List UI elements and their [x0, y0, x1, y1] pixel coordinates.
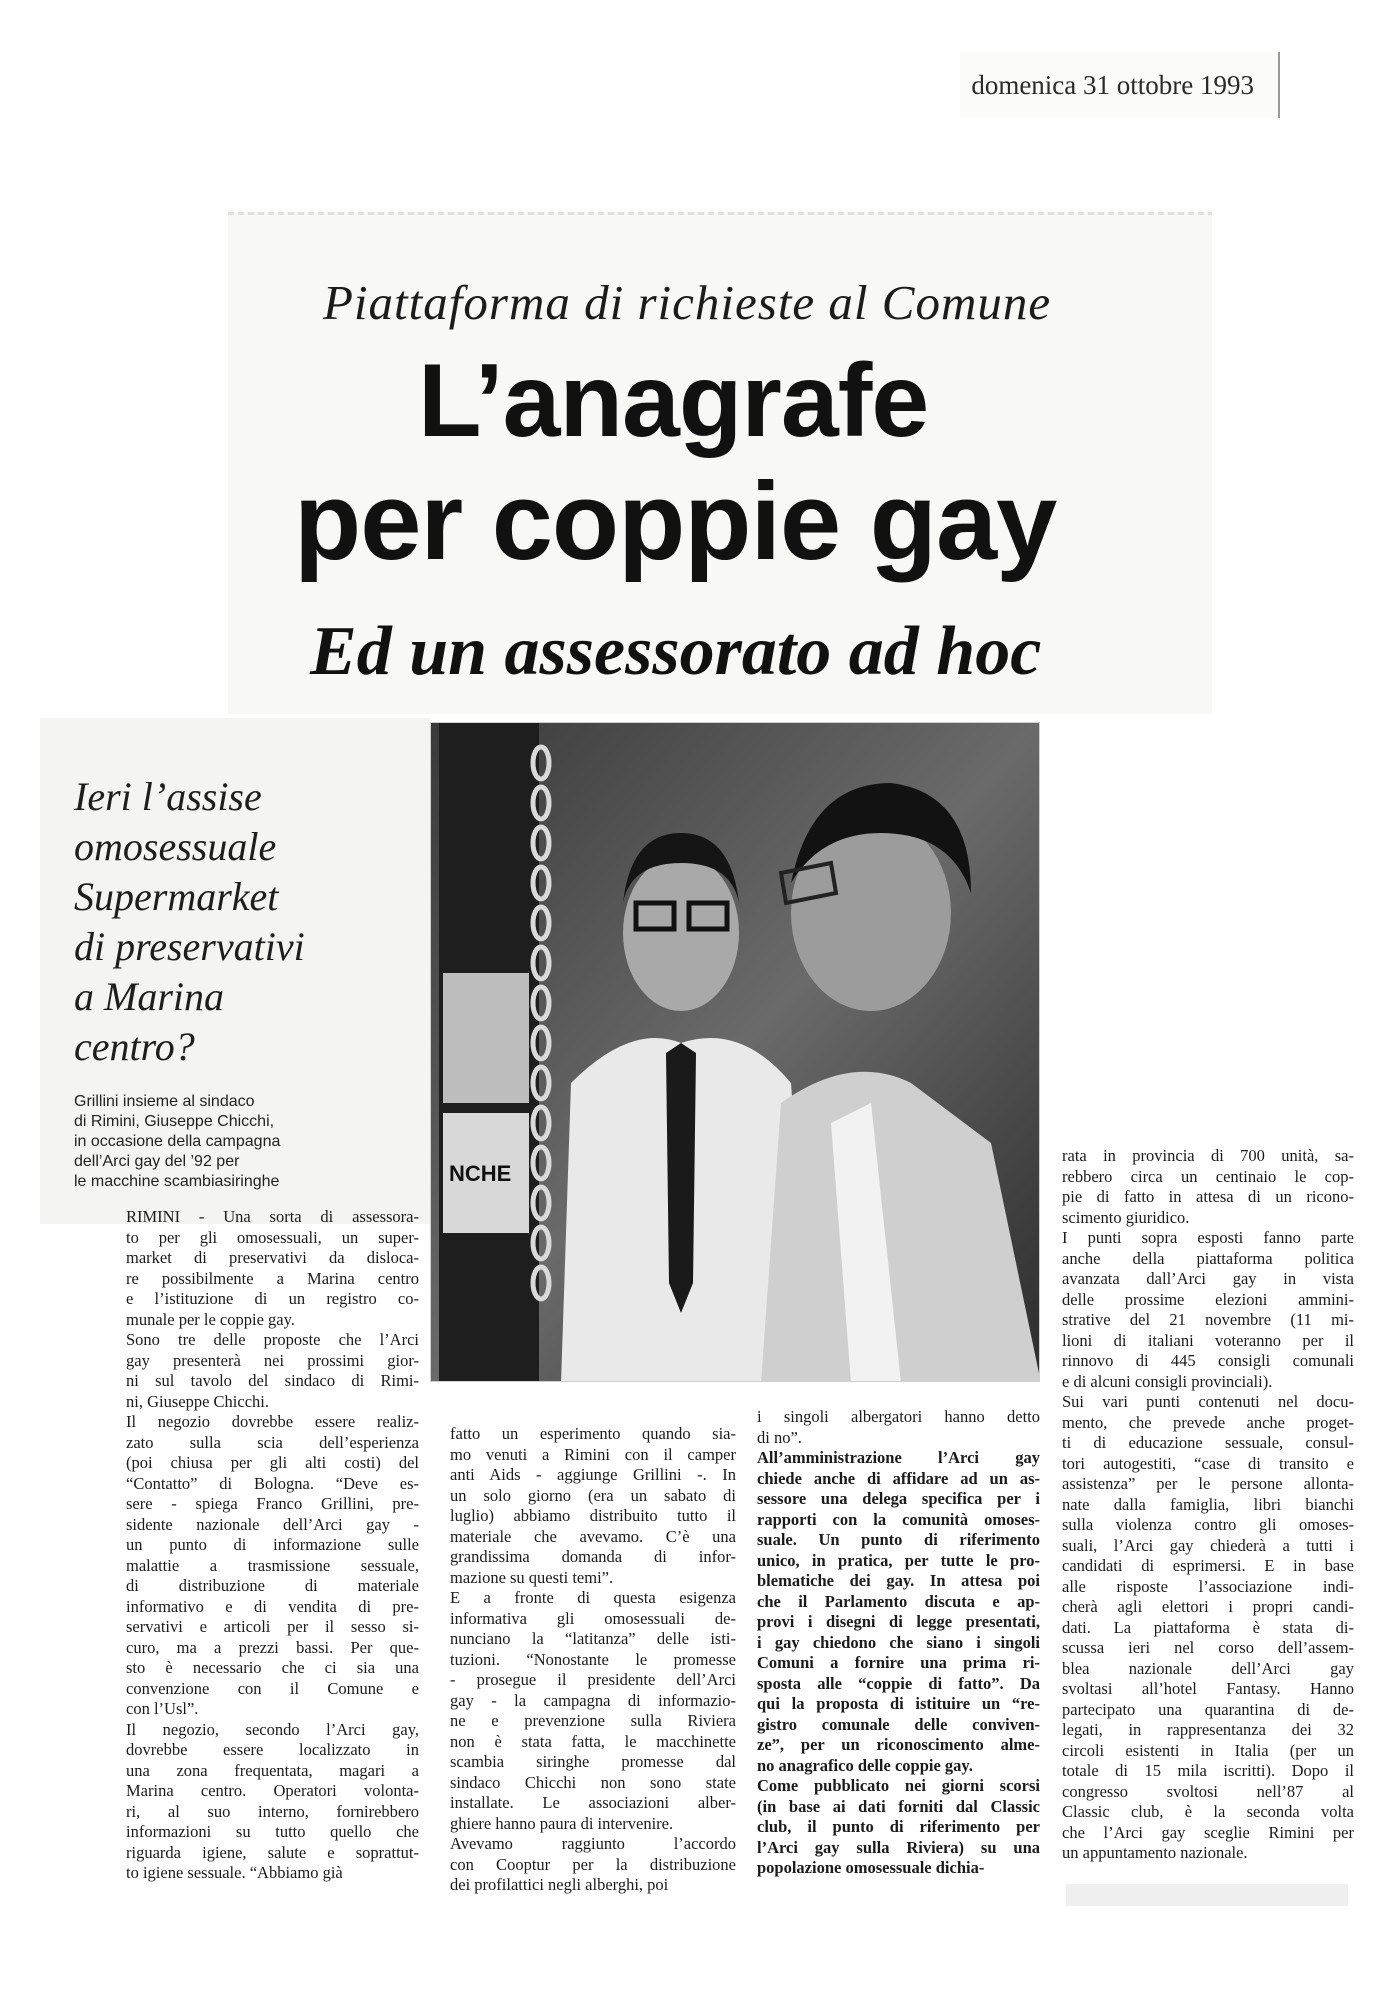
- side-title-line: Supermarket: [74, 874, 279, 919]
- news-photo: [430, 722, 1040, 1382]
- article-line: ri, al suo interno, fornirebbero: [126, 1801, 419, 1821]
- article-line: “Contatto” di Bologna. “Deve es-: [126, 1473, 419, 1493]
- headline-line-1: L’anagrafe: [418, 343, 929, 459]
- article-line: che il Parlamento discuta e ap-: [757, 1591, 1040, 1611]
- article-line: grandissima domanda di infor-: [450, 1547, 736, 1566]
- article-line: congresso svoltosi nell’87 al: [1062, 1781, 1354, 1801]
- article-line: sidente nazionale dell’Arci gay -: [126, 1514, 419, 1534]
- article-line: Sono tre delle proposte che l’Arci: [126, 1330, 419, 1349]
- article-line: non è stata fatta, le macchinette: [450, 1731, 736, 1751]
- article-line: RIMINI - Una sorta di assessora-: [126, 1207, 419, 1226]
- article-column-2: [450, 1424, 736, 1896]
- article-line: una zona frequentata, magari a: [126, 1760, 419, 1780]
- article-column-4: [1062, 1146, 1354, 1864]
- headline-kicker: Piattaforma di richieste al Comune: [323, 275, 1052, 330]
- article-line: circoli esistenti in Italia (per un: [1062, 1740, 1354, 1760]
- article-line: suali, l’Arci gay chiederà a tutti i: [1062, 1535, 1354, 1555]
- article-line: gistro comunale delle conviven-: [757, 1714, 1040, 1734]
- article-line: tuzioni. “Nonostante le promesse: [450, 1649, 736, 1669]
- article-line: Come pubblicato nei giorni scorsi: [757, 1776, 1040, 1795]
- article-line: totale di 15 mila iscritti). Dopo il: [1062, 1761, 1354, 1780]
- article-line: Il negozio dovrebbe essere realiz-: [126, 1412, 419, 1431]
- article-line: All’amministrazione l’Arci gay: [757, 1448, 1040, 1467]
- article-line: to per gli omosessuali, un super-: [126, 1227, 419, 1247]
- side-title-line: di preservativi: [74, 924, 305, 969]
- publication-date: domenica 31 ottobre 1993: [971, 70, 1254, 100]
- article-line: cherà agli elettori i propri candi-: [1062, 1597, 1354, 1616]
- article-line: blematiche dei gay. In attesa poi: [757, 1571, 1040, 1590]
- article-line: I punti sopra esposti fanno parte: [1062, 1228, 1354, 1247]
- article-line: legati, in rappresentanza dei 32: [1062, 1720, 1354, 1739]
- article-line: tori autogestiti, “case di transito e: [1062, 1453, 1354, 1473]
- article-line: curo, ma a prezzi bassi. Per que-: [126, 1637, 419, 1657]
- article-line: mento, che prevede anche proget-: [1062, 1412, 1354, 1432]
- article-line: suale. Un punto di riferimento: [757, 1530, 1040, 1549]
- side-title-line: a Marina: [74, 974, 224, 1019]
- caption-line: Grillini insieme al sindaco: [74, 1093, 255, 1110]
- article-line: materiale che avevamo. C’è una: [450, 1526, 736, 1546]
- article-line: provi i disegni di legge presentati,: [757, 1612, 1040, 1631]
- date-clipping: [960, 52, 1280, 118]
- article-line: ni, Giuseppe Chicchi.: [126, 1391, 269, 1411]
- article-line: strative del 21 novembre (11 mi-: [1062, 1310, 1354, 1329]
- article-line: Marina centro. Operatori volonta-: [126, 1781, 419, 1800]
- article-line: munale per le coppie gay.: [126, 1309, 295, 1329]
- article-line: scimento giuridico.: [1062, 1207, 1190, 1227]
- article-line: - prosegue il presidente dell’Arci: [450, 1670, 736, 1689]
- article-line: informativa gli omosessuali de-: [450, 1608, 736, 1628]
- article-line: E a fronte di questa esigenza: [450, 1588, 736, 1607]
- photo-caption: [74, 1092, 414, 1192]
- caption-line: in occasione della campagna: [74, 1133, 281, 1150]
- article-line: malattie a trasmissione sessuale,: [126, 1555, 419, 1575]
- article-line: qui la proposta di istituire un “re-: [757, 1694, 1040, 1713]
- article-line: to igiene sessuale. “Abbiamo già: [126, 1863, 343, 1882]
- article-line: di no”.: [757, 1427, 802, 1447]
- article-line: sere - spiega Franco Grillini, pre-: [126, 1494, 419, 1513]
- article-line: avanzata dall’Arci gay in vista: [1062, 1269, 1354, 1288]
- article-line: sposta alle “coppie di fatto”. Da: [757, 1673, 1040, 1693]
- article-line: (in base ai dati forniti dal Classic: [757, 1796, 1040, 1816]
- article-line: nunciano la “latitanza” delle isti-: [450, 1629, 736, 1648]
- subheadline: Ed un assessorato ad hoc: [310, 613, 1042, 690]
- article-line: sessore una delega specifica per i: [757, 1489, 1040, 1508]
- article-line: Sui vari punti contenuti nel docu-: [1062, 1392, 1354, 1411]
- article-line: dati. La piattaforma è stata di-: [1062, 1617, 1354, 1637]
- side-title: [74, 772, 414, 1072]
- headline-clipping: [228, 212, 1212, 714]
- article-column-3: [757, 1407, 1040, 1879]
- article-line: luglio) abbiamo distribuito tutto il: [450, 1506, 736, 1525]
- article-line: Classic club, è la seconda volta: [1062, 1802, 1354, 1821]
- article-line: Comuni a fornire una prima ri-: [757, 1653, 1040, 1672]
- article-line: mazione su questi temi”.: [450, 1567, 614, 1587]
- article-line: (poi chiusa per gli alti costi) del: [126, 1453, 419, 1472]
- article-line: e di alcuni consigli provinciali).: [1062, 1371, 1273, 1391]
- caption-line: dell’Arci gay del ’92 per: [74, 1153, 240, 1170]
- article-line: con l’Usl”.: [126, 1699, 199, 1718]
- article-line: installate. Le associazioni alber-: [450, 1793, 736, 1812]
- caption-line: le macchine scambiasiringhe: [74, 1173, 280, 1190]
- article-line: delle prossime elezioni ammini-: [1062, 1289, 1354, 1309]
- article-line: fatto un esperimento quando sia-: [450, 1424, 736, 1443]
- article-line: riguarda igiene, salute e soprattut-: [126, 1842, 419, 1862]
- article-line: con Cooptur per la distribuzione: [450, 1854, 736, 1874]
- article-line: ne e prevenzione sulla Riviera: [450, 1711, 736, 1730]
- article-line: anche della piattaforma politica: [1062, 1248, 1354, 1268]
- article-line: dei profilattici negli alberghi, poi: [450, 1875, 669, 1894]
- article-line: scambia siringhe promesse dal: [450, 1752, 736, 1771]
- article-line: rapporti con la comunità omoses-: [757, 1509, 1040, 1529]
- article-line: rebbero circa un centinaio le cop-: [1062, 1166, 1354, 1186]
- side-title-line: centro?: [74, 1024, 195, 1069]
- article-line: svoltasi all’hotel Fantasy. Hanno: [1062, 1679, 1354, 1698]
- article-line: che l’Arci gay sceglie Rimini per: [1062, 1822, 1354, 1842]
- article-line: e l’istituzione di un registro co-: [126, 1289, 419, 1308]
- article-line: re possibilmente a Marina centro: [126, 1268, 419, 1288]
- article-line: rata in provincia di 700 unità, sa-: [1062, 1146, 1354, 1165]
- article-column-1: [126, 1207, 419, 1884]
- article-line: pie di fatto in attesa di un ricono-: [1062, 1187, 1354, 1206]
- article-line: convenzione con il Comune e: [126, 1678, 419, 1698]
- article-line: l’Arci gay sulla Riviera) su una: [757, 1837, 1040, 1857]
- article-line: unico, in pratica, per tutte le pro-: [757, 1550, 1040, 1570]
- article-line: blea nazionale dell’Arci gay: [1062, 1658, 1354, 1678]
- photo-illustration: [431, 723, 1040, 1382]
- article-line: Avevamo raggiunto l’accordo: [450, 1834, 736, 1853]
- article-line: mo venuti a Rimini con il camper: [450, 1444, 736, 1464]
- article-line: dovrebbe essere localizzato in: [126, 1740, 419, 1759]
- article-line: ze”, per un riconoscimento alme-: [757, 1735, 1040, 1754]
- article-line: candidati di esprimersi. E in base: [1062, 1556, 1354, 1575]
- article-line: club, il punto di riferimento per: [757, 1817, 1040, 1836]
- article-line: anti Aids - aggiunge Grillini -. In: [450, 1465, 736, 1484]
- article-line: informativo e di vendita di pre-: [126, 1596, 419, 1616]
- article-line: assistenza” per le persone allonta-: [1062, 1474, 1354, 1493]
- article-line: di distribuzione di materiale: [126, 1576, 419, 1595]
- article-line: chiede anche di affidare ad un as-: [757, 1468, 1040, 1488]
- article-line: ghiere hanno paura di intervenire.: [450, 1813, 674, 1833]
- article-line: partecipato una quarantina di de-: [1062, 1699, 1354, 1719]
- article-line: sindaco Chicchi non sono state: [450, 1772, 736, 1792]
- article-line: un punto di informazione sulle: [126, 1535, 419, 1554]
- article-line: alle risposte l’associazione indi-: [1062, 1576, 1354, 1596]
- article-line: scussa ieri nel corso dell’assem-: [1062, 1638, 1354, 1657]
- article-line: gay presenterà nei prossimi gior-: [126, 1350, 419, 1370]
- article-line: zato sulla scia dell’esperienza: [126, 1432, 419, 1452]
- article-line: un solo giorno (era un sabato di: [450, 1485, 736, 1505]
- headline-line-2: per coppie gay: [294, 460, 1057, 583]
- caption-line: di Rimini, Giuseppe Chicchi,: [74, 1113, 275, 1130]
- article-line: un appuntamento nazionale.: [1062, 1843, 1248, 1862]
- photo-sign-text: NCHE: [449, 1161, 512, 1186]
- article-line: i gay chiedono che siano i singoli: [757, 1632, 1040, 1652]
- article-line: Il negozio, secondo l’Arci gay,: [126, 1719, 419, 1739]
- article-line: servativi e articoli per il sesso si-: [126, 1617, 419, 1636]
- article-line: market di preservativi da disloca-: [126, 1248, 419, 1267]
- article-line: sulla violenza contro gli omoses-: [1062, 1515, 1354, 1534]
- side-title-line: Ieri l’assise: [74, 774, 262, 819]
- article-line: gay - la campagna di informazio-: [450, 1690, 736, 1710]
- article-line: ni sul tavolo del sindaco di Rimi-: [126, 1371, 419, 1390]
- article-line: i singoli albergatori hanno detto: [757, 1407, 1040, 1426]
- article-line: no anagrafico delle coppie gay.: [757, 1755, 973, 1775]
- article-line: popolazione omosessuale dichia-: [757, 1858, 985, 1877]
- side-title-line: omosessuale: [74, 824, 277, 869]
- article-line: ti di educazione sessuale, consul-: [1062, 1433, 1354, 1452]
- article-line: lioni di italiani voteranno per il: [1062, 1330, 1354, 1350]
- article-line: rinnovo di 445 consigli comunali: [1062, 1351, 1354, 1370]
- article-line: sto è necessario che ci sia una: [126, 1658, 419, 1677]
- article-line: nate dalla famiglia, libri bianchi: [1062, 1494, 1354, 1514]
- article-line: informazioni su tutto quello che: [126, 1822, 419, 1841]
- side-clipping: [40, 718, 430, 1224]
- clipping-edge: [228, 212, 1212, 215]
- photocopy-smudge: [1066, 1884, 1348, 1906]
